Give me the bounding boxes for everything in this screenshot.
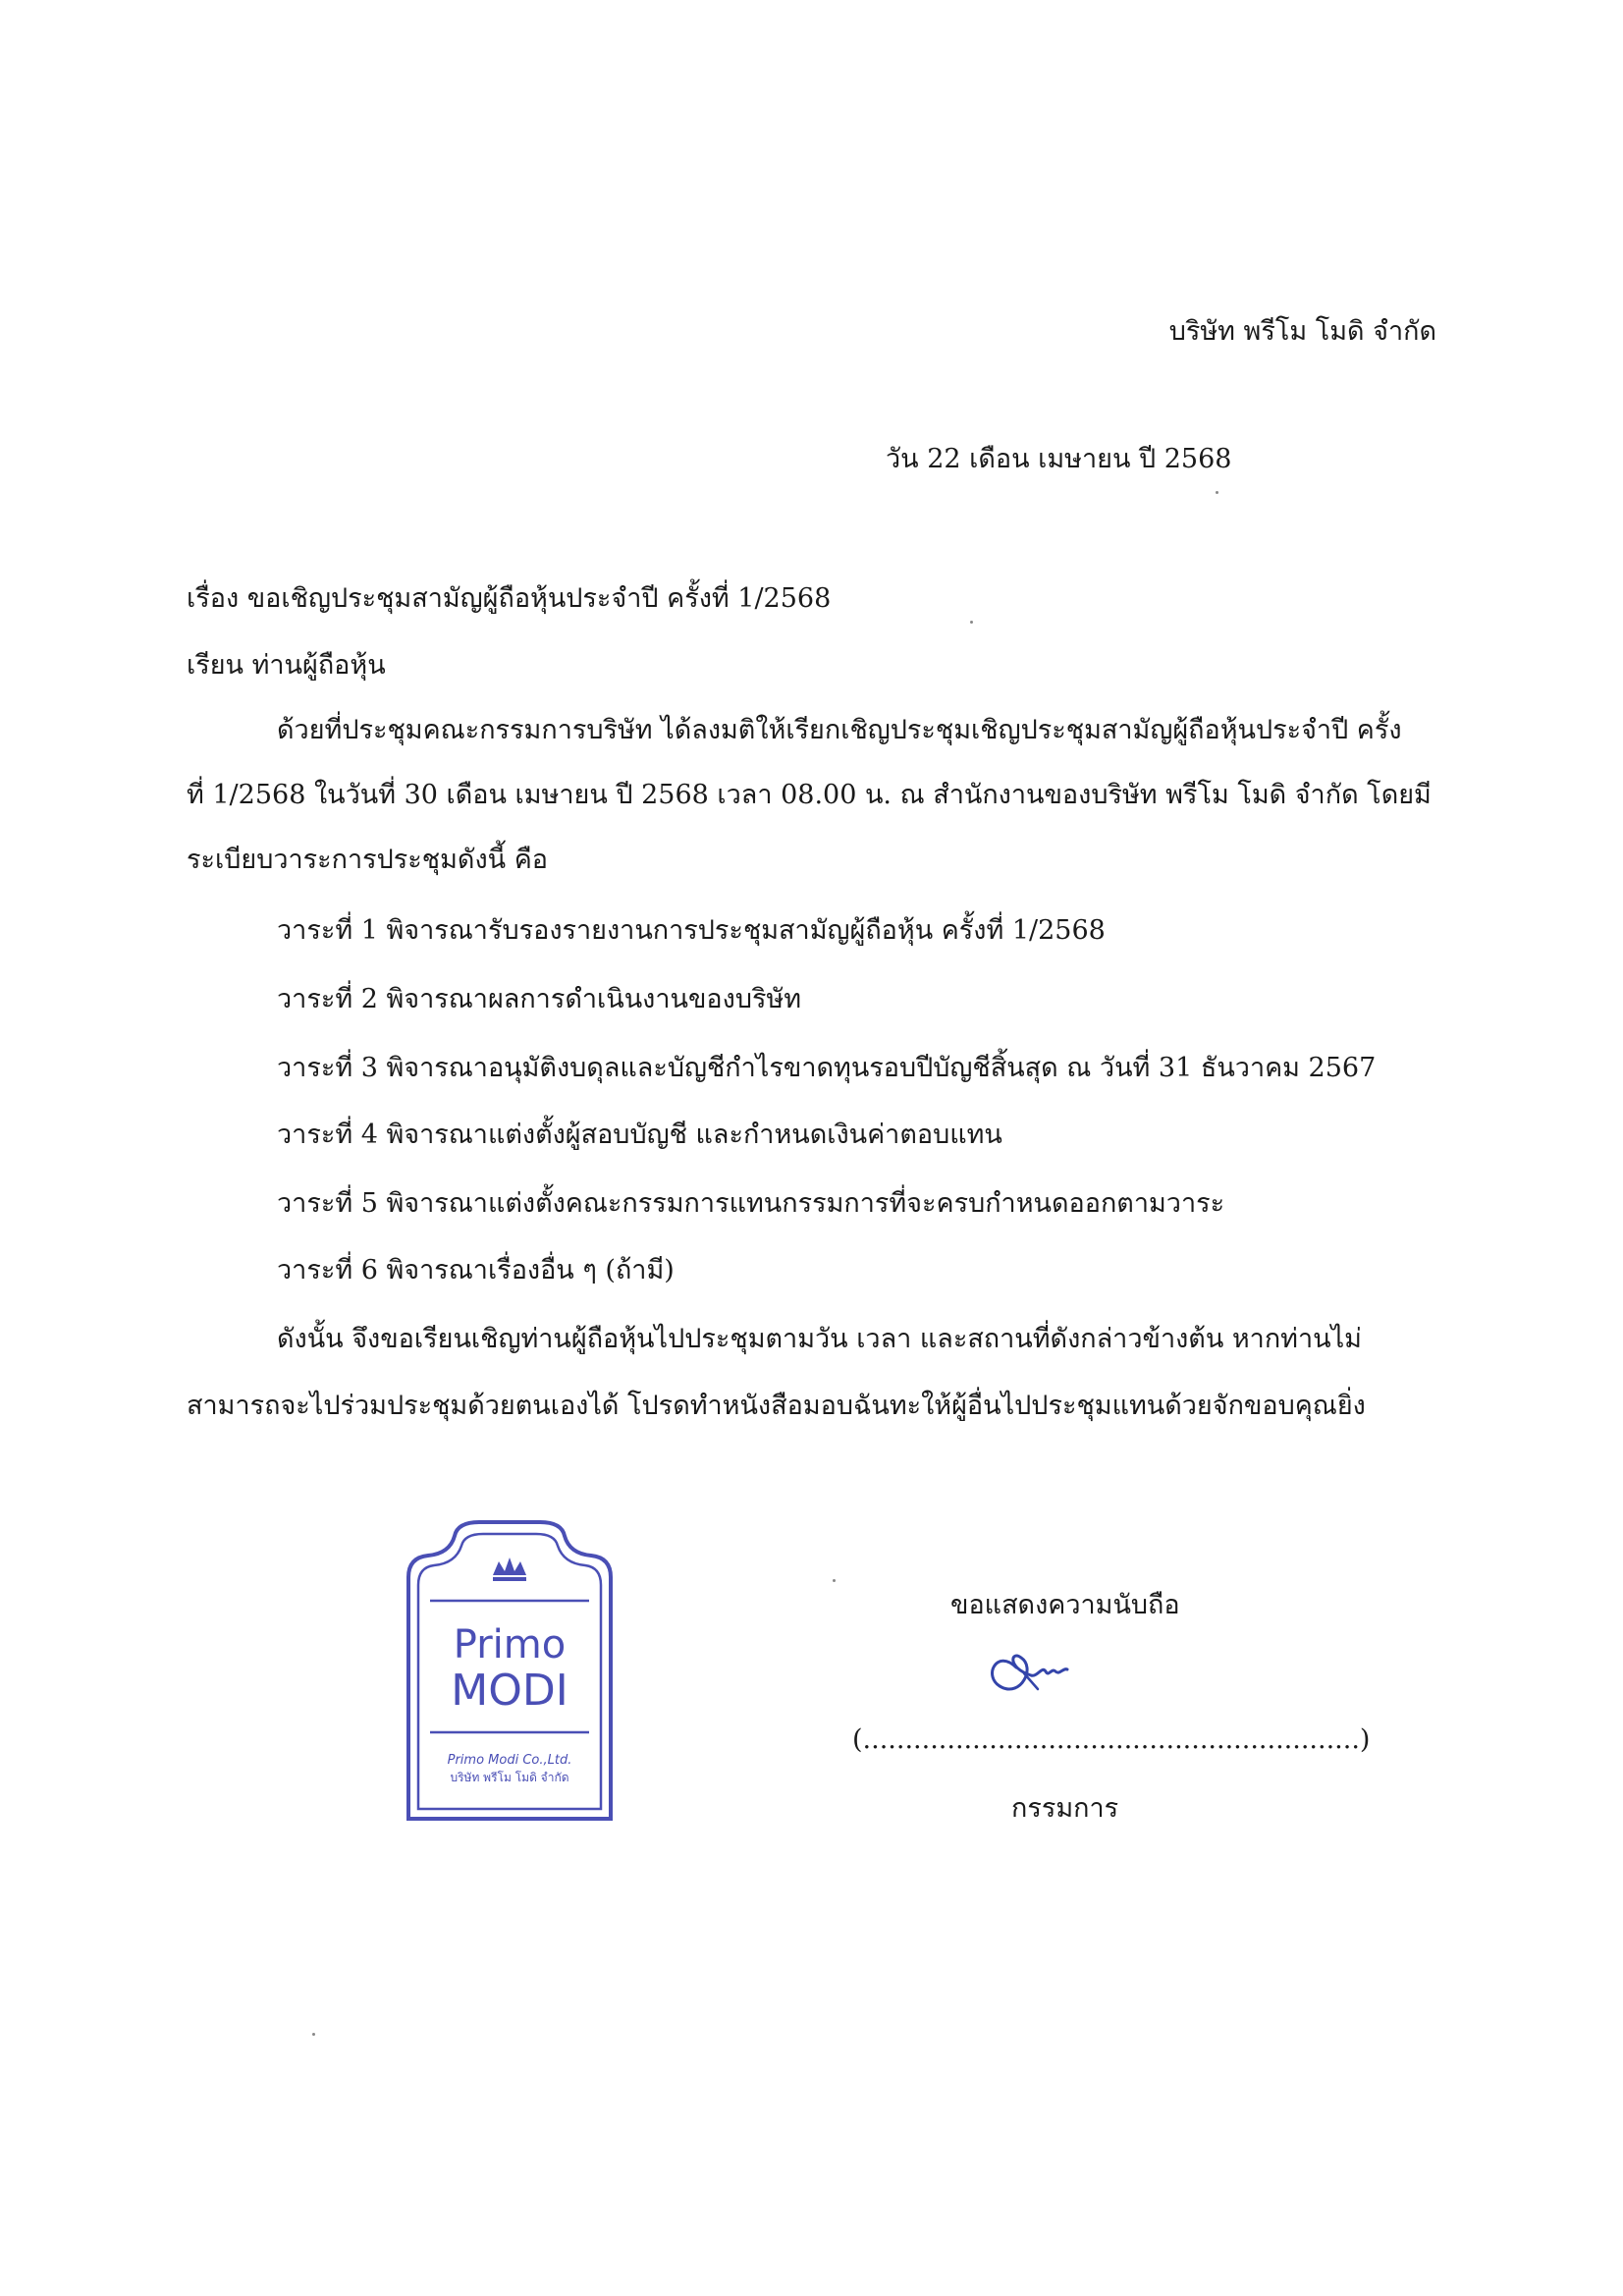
crown-icon: [493, 1558, 526, 1581]
document-date: วัน 22 เดือน เมษายน ปี 2568: [886, 444, 1232, 474]
closing-greeting: ขอแสดงความนับถือ: [950, 1590, 1180, 1620]
handwritten-signature: [977, 1638, 1095, 1697]
company-name: บริษัท พรีโม โมดิ จำกัด: [1168, 316, 1436, 347]
signer-title: กรรมการ: [1011, 1793, 1119, 1824]
intro-paragraph-line-3: ระเบียบวาระการประชุมดังนี้ คือ: [187, 845, 548, 875]
stamp-line-primo: Primo: [453, 1622, 567, 1667]
closing-paragraph-line-1: ดังนั้น จึงขอเรียนเชิญท่านผู้ถือหุ้นไปประชุมตามวัน เวลา และสถานที่ดังกล่าวข้างต้น หากท่านไม่: [277, 1324, 1362, 1354]
agenda-item-4: วาระที่ 4 พิจารณาแต่งตั้งผู้สอบบัญชี และกำหนดเงินค่าตอบแทน: [277, 1120, 1002, 1150]
intro-paragraph-line-1: ด้วยที่ประชุมคณะกรรมการบริษัท ได้ลงมติให้เรียกเชิญประชุมเชิญประชุมสามัญผู้ถือหุ้นประจำปี ครั้ง: [277, 715, 1402, 745]
stamp-line-modi: MODI: [451, 1666, 568, 1716]
agenda-item-1: วาระที่ 1 พิจารณารับรองรายงานการประชุมสามัญผู้ถือหุ้น ครั้งที่ 1/2568: [277, 915, 1106, 946]
stamp-line-company-en: Primo Modi Co.,Ltd.: [447, 1753, 572, 1768]
subject-line: เรื่อง ขอเชิญประชุมสามัญผู้ถือหุ้นประจำปี ครั้งที่ 1/2568: [187, 583, 832, 614]
salutation: เรียน ท่านผู้ถือหุ้น: [187, 650, 386, 681]
signer-name-line: (...........................................................): [852, 1724, 1371, 1755]
company-stamp: [401, 1518, 619, 1825]
agenda-item-6: วาระที่ 6 พิจารณาเรื่องอื่น ๆ (ถ้ามี): [277, 1255, 675, 1285]
stamp-line-company-th: บริษัท พรีโม โมดิ จำกัด: [450, 1771, 569, 1784]
intro-paragraph-line-2: ที่ 1/2568 ในวันที่ 30 เดือน เมษายน ปี 2568 เวลา 08.00 น. ณ สำนักงานของบริษัท พรีโม โมดิ จำกัด โดยมี: [187, 780, 1432, 810]
agenda-item-2: วาระที่ 2 พิจารณาผลการดำเนินงานของบริษัท: [277, 984, 802, 1014]
agenda-item-5: วาระที่ 5 พิจารณาแต่งตั้งคณะกรรมการแทนกรรมการที่จะครบกำหนดออกตามวาระ: [277, 1188, 1225, 1219]
closing-paragraph-line-2: สามารถจะไปร่วมประชุมด้วยตนเองได้ โปรดทำหนังสือมอบฉันทะให้ผู้อื่นไปประชุมแทนด้วยจักขอบคุณยิ่ง: [187, 1391, 1366, 1421]
agenda-item-3: วาระที่ 3 พิจารณาอนุมัติงบดุลและบัญชีกำไรขาดทุนรอบปีบัญชีสิ้นสุด ณ วันที่ 31 ธันวาคม 2567: [277, 1053, 1377, 1083]
